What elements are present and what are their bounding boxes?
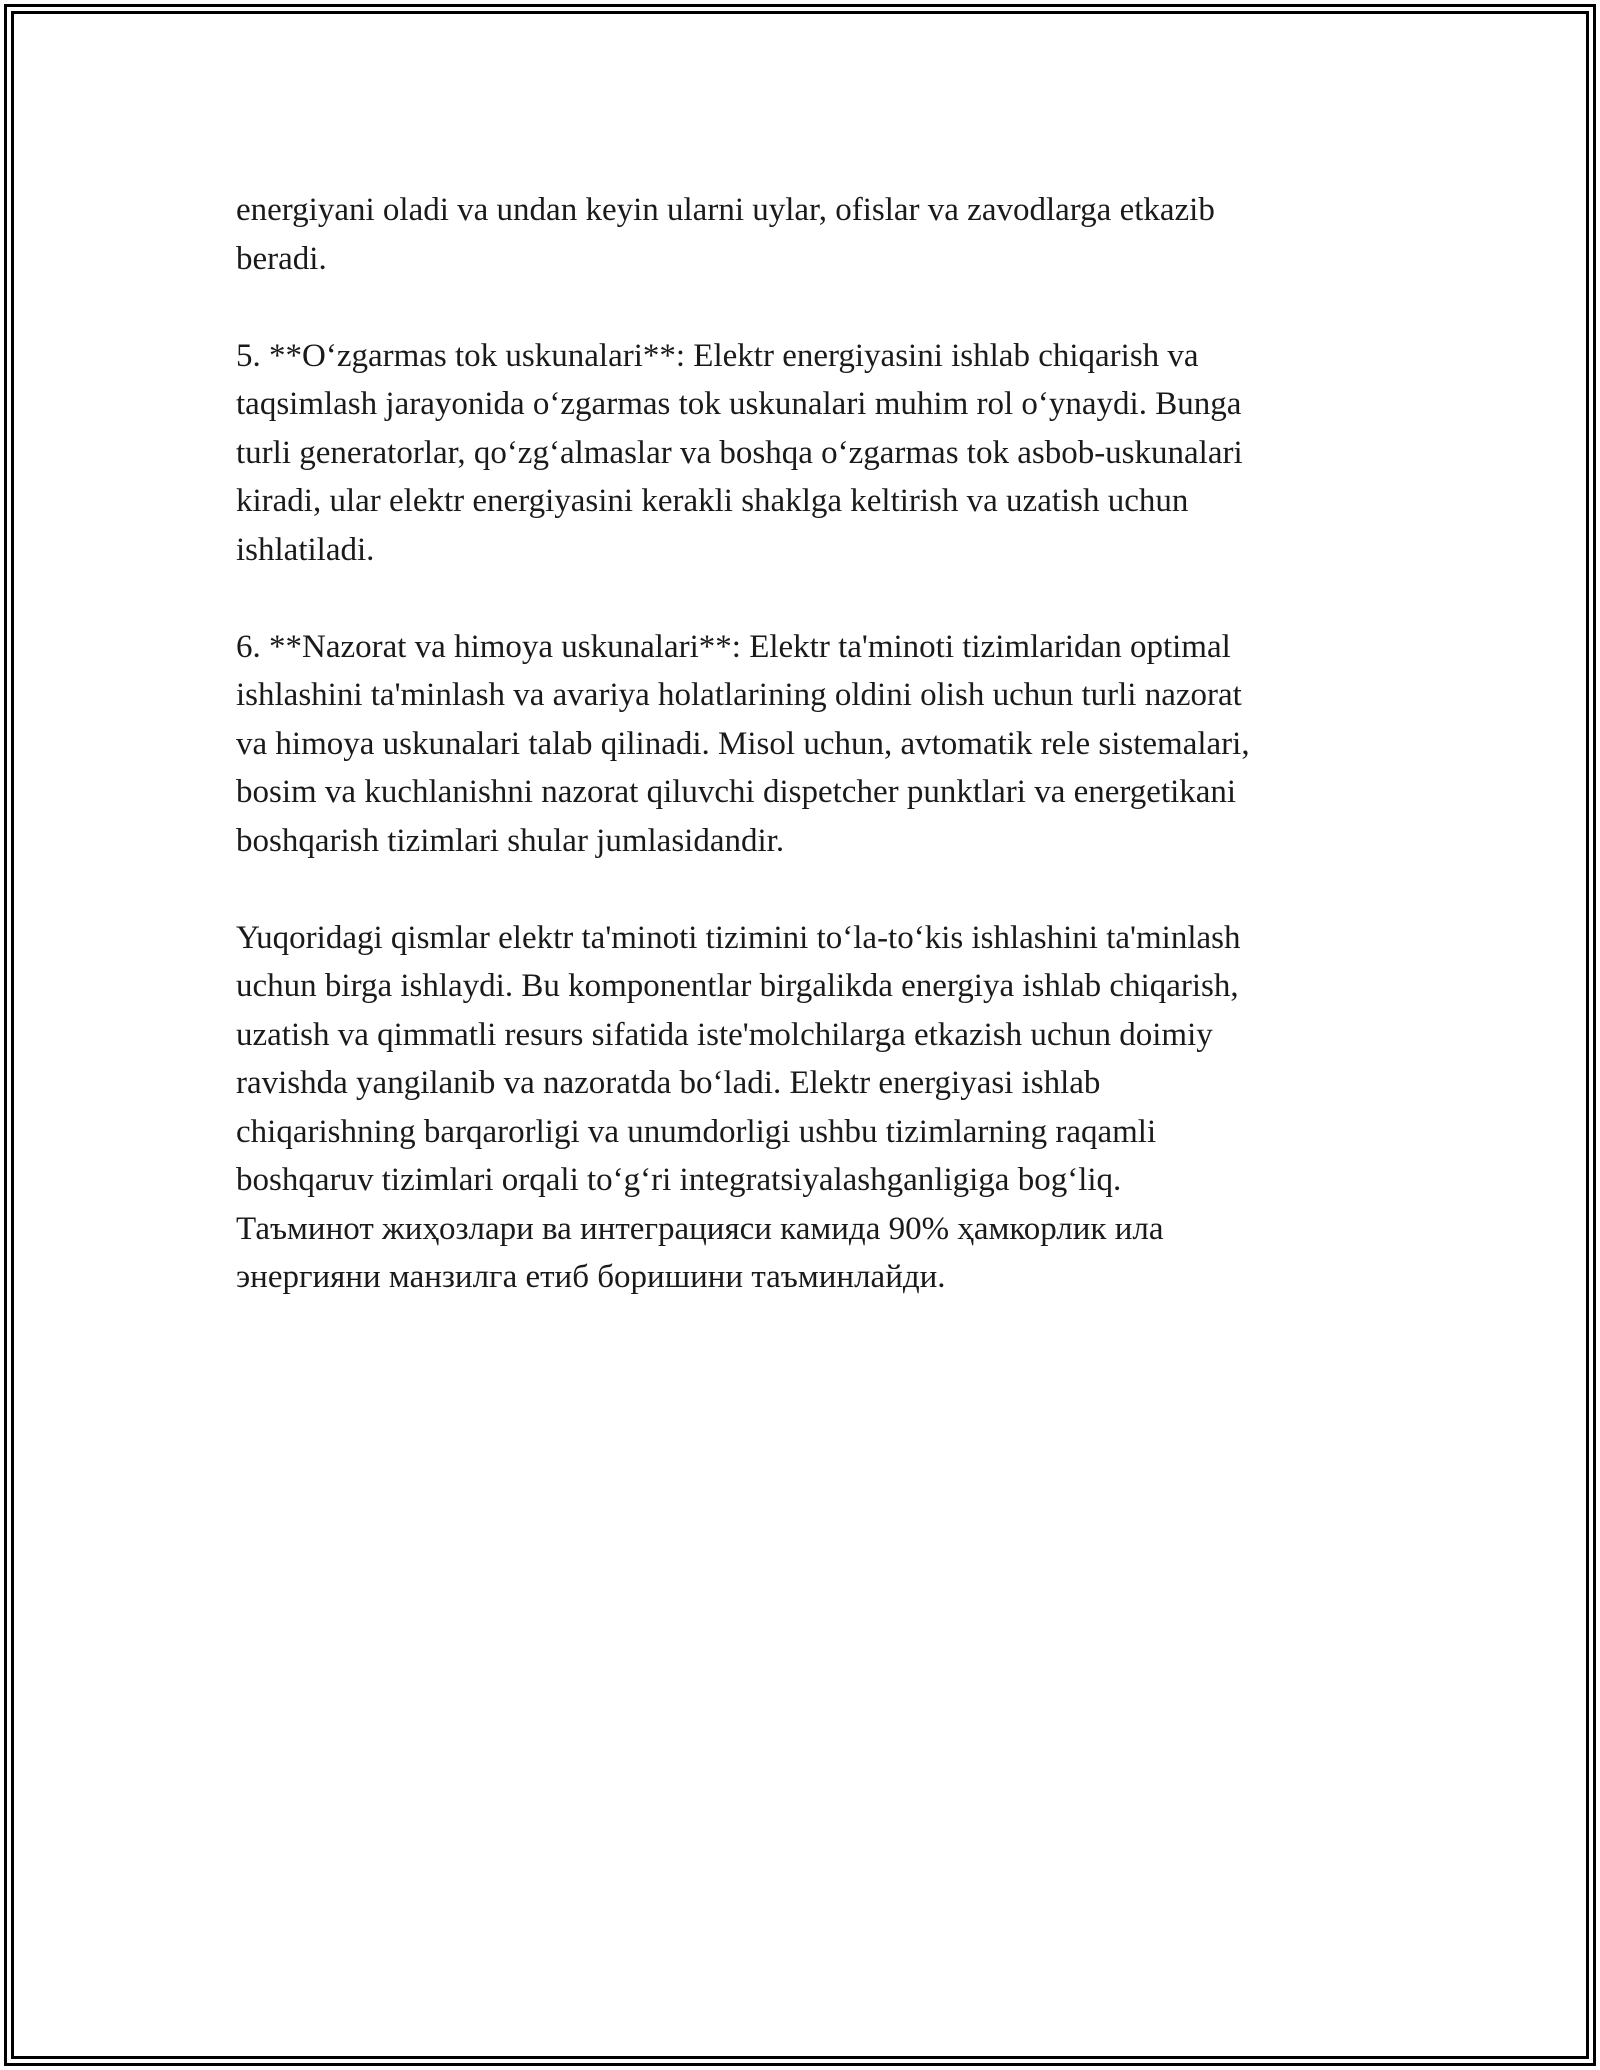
text-line: энергияни манзилга етиб боришини таъминлайди.: [236, 1259, 946, 1295]
text-line: beradi.: [236, 240, 327, 277]
text-line: kiradi, ular elektr energiyasini kerakli shaklga keltirish va uzatish uchun: [236, 483, 1189, 519]
paragraph-item-6: [236, 623, 1386, 866]
text-line: va himoya uskunalari talab qilinadi. Misol uchun, avtomatik rele sistemalari,: [236, 725, 1250, 762]
text-line: taqsimlash jarayonida o‘zgarmas tok uskunalari muhim rol o‘ynaydi. Bunga: [236, 386, 1242, 422]
text-line: Таъминот жиҳозлари ва интеграцияси камида 90% ҳамкорлик ила: [236, 1210, 1164, 1247]
document-body: [236, 186, 1386, 1350]
text-line: Yuqoridagi qismlar elektr ta'minoti tizimini to‘la-to‘kis ishlashini ta'minlash: [236, 919, 1241, 956]
paragraph-item-5: [236, 332, 1386, 575]
text-line: energiyani oladi va undan keyin ularni uylar, ofislar va zavodlarga etkazib: [236, 192, 1215, 228]
text-line: ravishda yangilanib va nazoratda bo‘ladi. Elektr energiyasi ishlab: [236, 1065, 1101, 1101]
text-line: bosim va kuchlanishni nazorat qiluvchi dispetcher punktlari va energetikani: [236, 774, 1237, 810]
text-line: 5. **O‘zgarmas tok uskunalari**: Elektr energiyasini ishlab chiqarish va: [236, 337, 1199, 374]
text-line: turli generatorlar, qo‘zg‘almaslar va boshqa o‘zgarmas tok asbob-uskunalari: [236, 434, 1243, 471]
text-line: boshqarish tizimlari shular jumlasidandir.: [236, 822, 785, 859]
text-line: chiqarishning barqarorligi va unumdorligi ushbu tizimlarning raqamli: [236, 1113, 1157, 1150]
text-line: uzatish va qimmatli resurs sifatida iste'molchilarga etkazish uchun doimiy: [236, 1016, 1213, 1053]
text-line: ishlatiladi.: [236, 531, 375, 568]
paragraph-summary: [236, 914, 1386, 1302]
text-line: ishlashini ta'minlash va avariya holatlarining oldini olish uchun turli nazorat: [236, 677, 1242, 713]
text-line: boshqaruv tizimlari orqali to‘g‘ri integratsiyalashganligiga bog‘liq.: [236, 1162, 1122, 1198]
text-line: uchun birga ishlaydi. Bu komponentlar birgalikda energiya ishlab chiqarish,: [236, 968, 1239, 1004]
text-line: 6. **Nazorat va himoya uskunalari**: Elektr ta'minoti tizimlaridan optimal: [236, 628, 1231, 665]
paragraph-continuation: [236, 186, 1386, 283]
